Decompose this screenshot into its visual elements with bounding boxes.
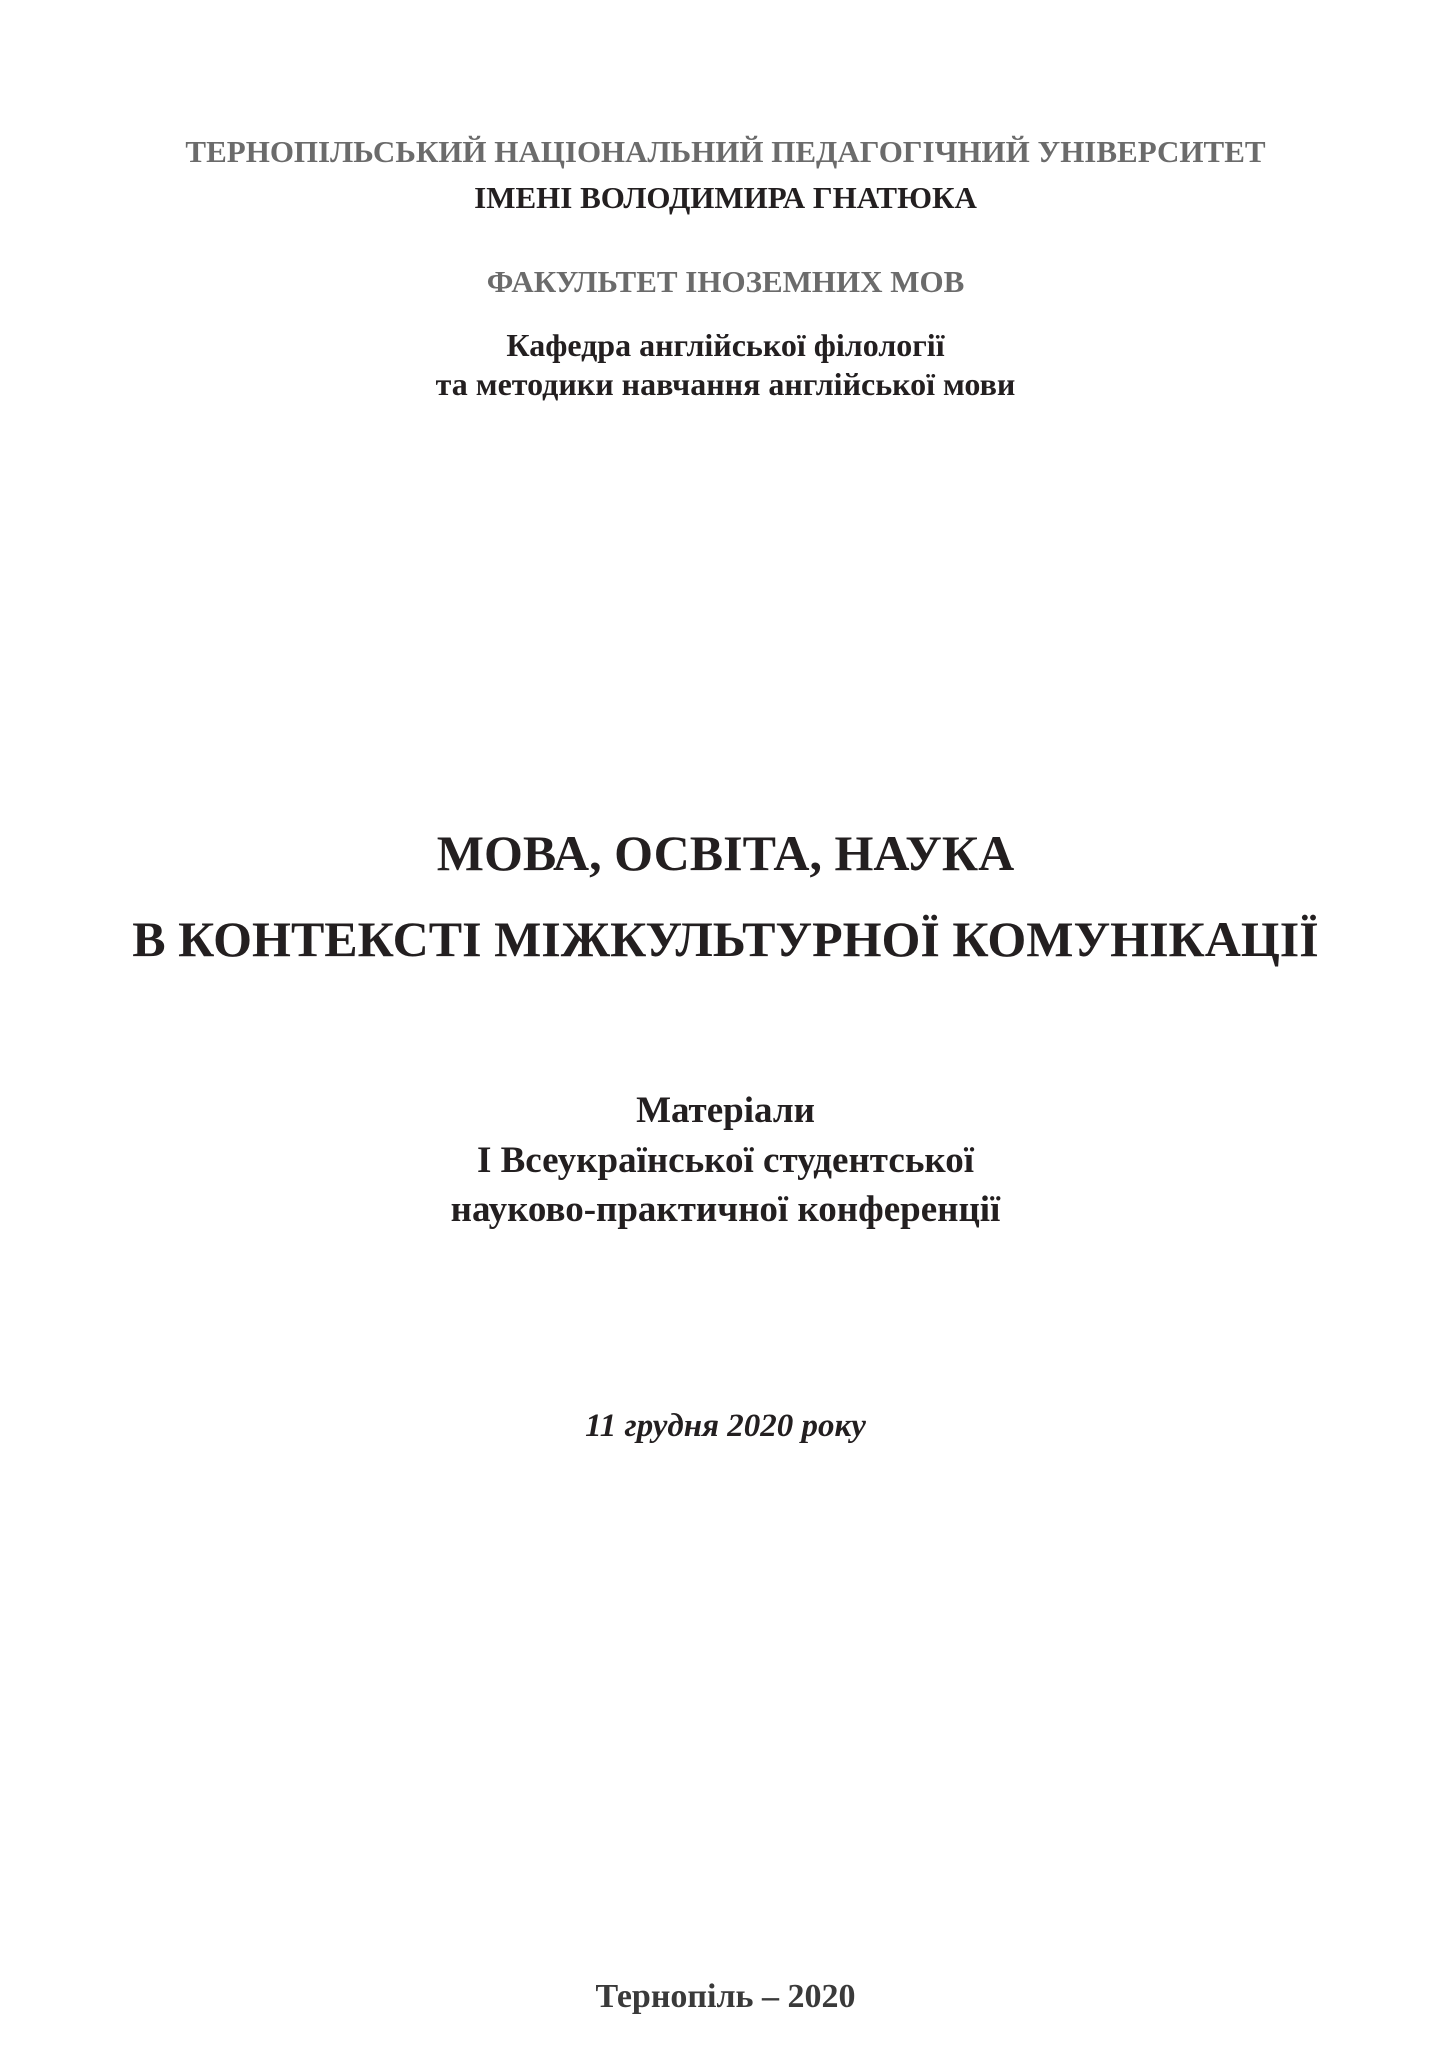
- subtitle-line2: I Всеукраїнської студентської: [476, 1140, 974, 1181]
- faculty-name: ФАКУЛЬТЕТ ІНОЗЕМНИХ МОВ: [486, 264, 965, 299]
- conference-date: 11 грудня 2020 року: [585, 1408, 866, 1444]
- publication-place-year: Тернопіль – 2020: [595, 1978, 856, 2015]
- subtitle-line3: науково-практичної конференції: [450, 1189, 1001, 1230]
- department-name-line1: Кафедра англійської філології: [506, 327, 945, 363]
- subtitle-line1: Матеріали: [636, 1090, 815, 1131]
- document-title-line1: МОВА, ОСВІТА, НАУКА: [436, 825, 1015, 881]
- university-name-line2: ІМЕНІ ВОЛОДИМИРА ГНАТЮКА: [474, 180, 977, 215]
- department-name-line2: та методики навчання англійської мови: [435, 366, 1016, 402]
- university-name-line1: ТЕРНОПІЛЬСЬКИЙ НАЦІОНАЛЬНИЙ ПЕДАГОГІЧНИЙ УНІВЕРСИТЕТ: [185, 134, 1266, 169]
- document-title-line2: В КОНТЕКСТІ МІЖКУЛЬТУРНОЇ КОМУНІКАЦІЇ: [132, 911, 1319, 967]
